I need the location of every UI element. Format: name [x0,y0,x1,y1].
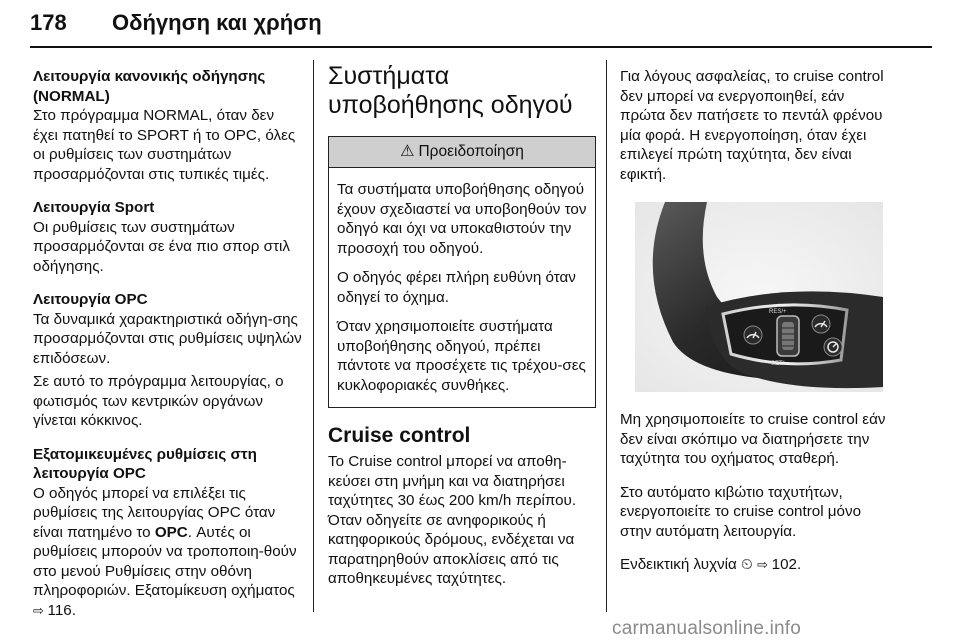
warning-box [328,136,596,408]
speed-limiter-icon [824,338,842,356]
custom-ref-link[interactable]: 116. [47,601,76,619]
cruise-indicator-icon: ⏲ [741,556,753,573]
warning-triangle-icon: ⚠ [400,143,415,161]
opc-heading: Λειτουργία OPC [33,291,148,308]
page-header [30,10,930,46]
opc-text-1: Τα δυναμικά χαρακτηριστικά οδήγη-σης προσαρμόζονται στις ρυθμίσεις υψηλών επιδόσεων. [33,310,302,367]
warning-header [329,137,595,168]
custom-heading: Εξατομικευμένες ρυθμίσεις στη λειτουργία OPC [33,445,257,482]
automatic-gearbox-text: Στο αυτόματο κιβώτιο ταχυτήτων, ενεργοποιείτε το cruise control μόνο στην αυτόματη λειτουργία. [620,483,862,540]
custom-text-b: . Αυτές οι ρυθμίσεις μπορούν να τροποποιη-θούν στο μενού Ρυθμίσεις στην οθόνη πληροφοριών. Εξατομίκευση οχήματος [33,523,297,599]
warning-paragraph-3: Όταν χρησιμοποιείτε συστήματα υποβοήθησης οδηγού, πρέπει πάντοτε να προσέχετε τις τρέχου-σες κυκλοφοριακές συνθήκες. [337,318,586,394]
column-divider-1 [313,60,314,612]
header-rule [30,46,932,48]
warning-paragraph-2: Ο οδηγός φέρει πλήρη ευθύνη όταν οδηγεί το όχημα. [337,269,576,306]
safety-text: Για λόγους ασφαλείας, το cruise control δεν μπορεί να ενεργοποιηθεί, εάν πρώτα δεν πατήσετε το πεντάλ φρένου μία φορά. Η ενεργοποίηση, όταν έχει επιλεγεί πρώτη ταχύτητα, δεν είναι εφικτή. [620,68,884,183]
page-ref-arrow-icon: ⇨ [757,557,772,572]
warning-body [329,168,595,407]
custom-text-a: Ο οδηγός μπορεί να επιλέξει τις ρυθμίσεις της λειτουργίας OPC όταν είναι πατημένο το [33,484,276,541]
column-1 [33,67,303,634]
warning-title: Προειδοποίηση [418,143,524,161]
usage-text: Μη χρησιμοποιείτε το cruise control εάν δεν είναι σκόπιμο να διατηρήσετε την ταχύτητα του οχήματος σταθερή. [620,411,886,467]
cruise-text: Το Cruise control μπορεί να αποθη-κεύσει στη μνήμη και να διατηρήσει ταχύτητες 30 έως 200 km/h περίπου. Όταν οδηγείτε σε ανηφορικούς ή κατηφορικούς δρόμους, ενδέχεται να παρατηρηθούν αποκλίσεις από τις αποθηκευμένες ταχύτητες. [328,453,577,587]
page-ref-arrow-icon: ⇨ [33,602,48,618]
cruise-control-right-icon [812,315,830,333]
normal-heading: Λειτουργία κανονικής οδήγησης (NORMAL) [33,68,266,105]
indicator-ref-link[interactable]: 102. [771,556,802,573]
res-label: RES/+ [769,309,787,315]
column-2 [328,62,596,603]
custom-text-bold: OPC [154,523,188,541]
page-number: 178 [30,10,67,35]
sport-section [33,198,303,276]
normal-section [33,67,303,184]
watermark: carmanualsonline.info [612,618,802,639]
set-label: SET/- [771,361,787,367]
sport-heading: Λειτουργία Sport [33,199,155,216]
warning-paragraph-1: Τα συστήματα υποβοήθησης οδηγού έχουν σχεδιαστεί να υποβοηθούν τον οδηγό και όχι να υποκαθιστούν την προσοχή του οδηγού. [337,181,587,257]
indicator-text: Ενδεικτική λυχνία [620,556,742,573]
sport-text: Οι ρυθμίσεις των συστημάτων προσαρμόζονται σε ένα πιο σπορ στιλ οδήγησης. [33,218,290,275]
indicator-line [620,555,890,575]
steering-wheel-photo [635,202,883,392]
opc-section [33,290,303,368]
section-title: Συστήματα υποβοήθησης οδηγού [328,62,573,119]
cruise-roller-switch [777,316,799,356]
cruise-heading: Cruise control [328,424,471,447]
normal-text: Στο πρόγραμμα NORMAL, όταν δεν έχει πατηθεί το SPORT ή το OPC, όλες οι ρυθμίσεις των συστημάτων προσαρμόζονται στις τυπικές τιμές. [33,107,296,183]
column-divider-2 [606,60,607,612]
cruise-control-left-icon [744,326,762,344]
page-title: Οδήγηση και χρήση [112,10,322,35]
custom-section [33,445,303,621]
opc-text-2: Σε αυτό το πρόγραμμα λειτουργίας, ο φωτισμός των κεντρικών οργάνων γίνεται κόκκινος. [33,373,284,429]
column-3 [620,67,890,589]
